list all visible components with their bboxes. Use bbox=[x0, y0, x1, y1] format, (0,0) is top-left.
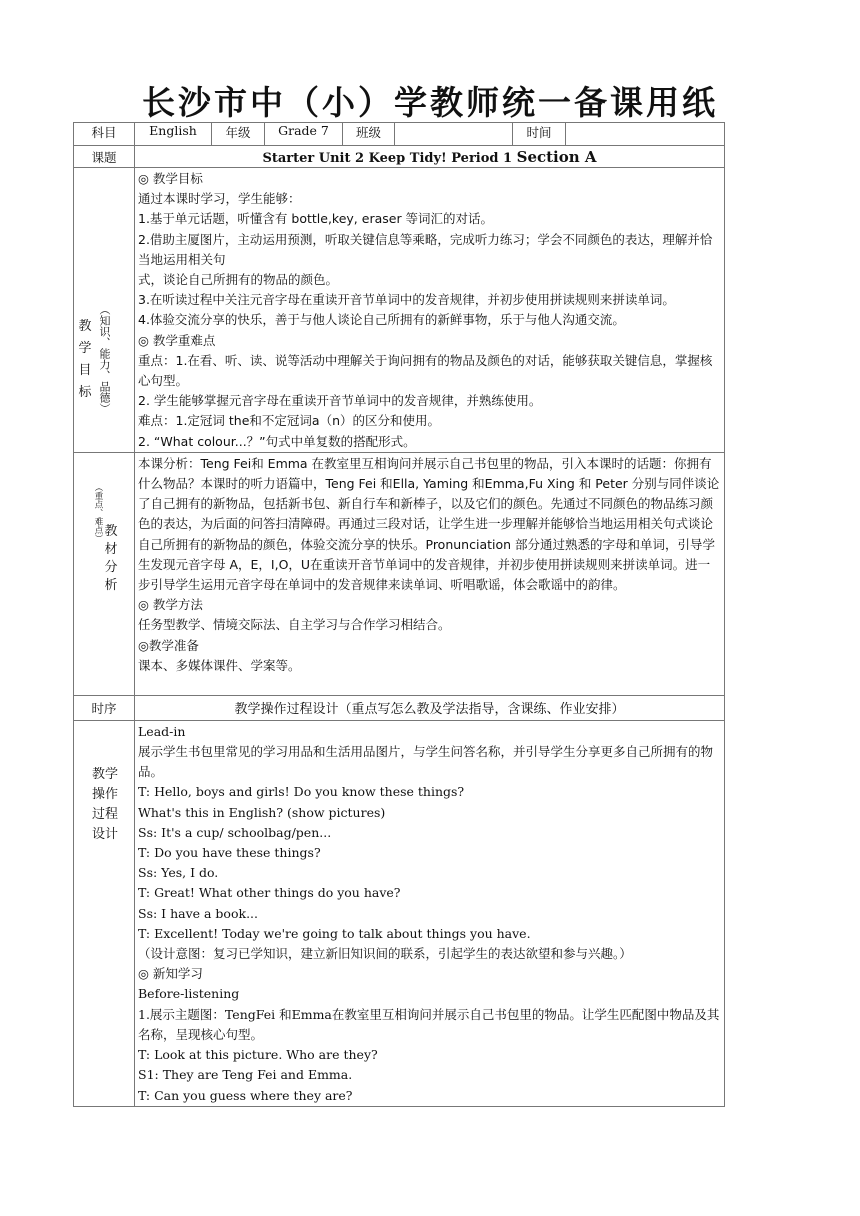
grade-value: Grade 7 bbox=[265, 123, 343, 146]
process-line: ◎ 新知学习 bbox=[138, 966, 203, 982]
objectives-line: ◎ 教学重难点 bbox=[138, 332, 216, 348]
process-line: Before-listening bbox=[138, 986, 240, 1002]
class-value bbox=[395, 123, 513, 146]
time-value bbox=[566, 123, 725, 146]
objectives-line: 式，谈论自己所拥有的物品的颜色。 bbox=[138, 272, 339, 288]
analysis-label-cell bbox=[74, 452, 135, 695]
analysis-line: ◎教学准备 bbox=[138, 637, 199, 653]
process-label-cell bbox=[74, 720, 135, 1106]
time-label: 时间 bbox=[513, 123, 566, 146]
process-line: 1.展示主题图：TengFei 和Emma在教室里互相询问并展示自己书包里的物品。让学生匹配图中物品及其名称，呈现核心句型。 bbox=[138, 1006, 720, 1042]
process-line: （设计意图：复习已学知识，建立新旧知识间的联系，引起学生的表达欲望和参与兴趣。） bbox=[138, 946, 632, 962]
objectives-content bbox=[135, 168, 725, 453]
topic-row bbox=[74, 146, 725, 168]
analysis-sublabel: （重点、难点） bbox=[93, 482, 103, 543]
process-row bbox=[74, 720, 725, 1106]
objectives-line: 重点：1.在看、听、读、说等活动中理解关于询问拥有的物品及颜色的对话，能够获取关键信息，掌握核心句型。 bbox=[138, 352, 713, 389]
topic-label: 课题 bbox=[74, 146, 135, 168]
process-content bbox=[135, 720, 725, 1106]
topic-text: Starter Unit 2 Keep Tidy! Period 1 bbox=[262, 150, 517, 166]
process-line: T: Look at this picture. Who are they? bbox=[138, 1047, 378, 1063]
objectives-line: 3.在听读过程中关注元音字母在重读开音节单词中的发音规律，并初步使用拼读规则来拼读单词。 bbox=[138, 292, 675, 308]
subject-label: 科目 bbox=[74, 123, 135, 146]
objectives-sublabel: （知识、能力、品德） bbox=[98, 304, 111, 414]
objectives-label: 教学目标 bbox=[78, 319, 92, 400]
process-line: T: Great! What other things do you have? bbox=[138, 885, 401, 901]
header-row bbox=[74, 123, 725, 146]
objectives-line: 2.借助主厦图片，主动运用预测，听取关键信息等乘略，完成听力练习；学会不同颜色的表达，理解并恰当地运用相关句 bbox=[138, 231, 713, 267]
analysis-content bbox=[135, 452, 725, 695]
process-line: Ss: It's a cup/ schoolbag/pen... bbox=[138, 824, 332, 840]
analysis-line: ◎ 教学方法 bbox=[138, 597, 203, 613]
sequence-row bbox=[74, 695, 725, 720]
objectives-line: 2. 学生能够掌握元音字母在重读开音节单词中的发音规律，并熟练使用。 bbox=[138, 393, 542, 409]
objectives-line: 2. “What colour...？”句式中单复数的搭配形式。 bbox=[138, 433, 416, 449]
grade-label: 年级 bbox=[212, 123, 265, 146]
subject-value: English bbox=[135, 123, 212, 146]
analysis-label: 教材分析 bbox=[104, 523, 118, 593]
objectives-line: ◎ 教学目标 bbox=[138, 171, 203, 186]
analysis-paragraph: 本课分析：Teng Fei和 Emma 在教室里互相询问并展示自己书包里的物品，引入本课时的话题：你拥有什么物品？本课时的听力语篇中，Teng Fei 和Ella, Yaming 和Emma,Fu Xing 和 Peter 分别与同伴谈论了自己拥有的新物品，包括新书包、新自行车和新棒子，以及它们的颜色。先通过不同颜色的物品练习颜色的表达，为后面的问答扫清障碍。再通过三段对话，让学生进一步理解并能够恰当地运用相关句式谈论自己所拥有的新物品的颜色，体验交流分享的快乐。Pronunciation 部分通过熟悉的字母和单词，引导学生发现元音字母 A，E，I,O，U在重读开音节单词中的发音规律，并初步使用拼读规则来拼读单词。进一步引导学生运用元音字母在单词中的发音规律来读单词、听唱歌谣，体会歌谣中的韵律。 bbox=[138, 455, 720, 593]
objectives-line: 难点：1.定冠词 the和不定冠词a（n）的区分和使用。 bbox=[138, 413, 440, 429]
objectives-line: 4.体验交流分享的快乐，善于与他人谈论自己所拥有的新鲜事物，乐于与他人沟通交流。 bbox=[138, 312, 625, 328]
analysis-line: 任务型教学、情境交际法、自主学习与合作学习相结合。 bbox=[138, 617, 451, 633]
page-title: 长沙市中（小）学教师统一备课用纸 bbox=[142, 83, 718, 122]
objectives-row bbox=[74, 168, 725, 453]
sequence-text: 教学操作过程设计（重点写怎么教及学法指导，含课练、作业安排） bbox=[135, 695, 725, 720]
lesson-plan-table bbox=[73, 122, 725, 1107]
process-line: Lead-in bbox=[138, 723, 186, 739]
process-line: 展示学生书包里常见的学习用品和生活用品图片，与学生问答名称，并引导学生分享更多自己所拥有的物品。 bbox=[138, 744, 714, 780]
process-line: Ss: I have a book... bbox=[138, 905, 258, 921]
analysis-row bbox=[74, 452, 725, 695]
process-label: 教学操作过程设计 bbox=[91, 766, 118, 842]
topic-section: Section A bbox=[516, 147, 597, 166]
objectives-label-cell bbox=[74, 168, 135, 453]
process-line: What's this in English? (show pictures) bbox=[138, 804, 386, 820]
topic-cell bbox=[135, 146, 725, 168]
process-line: T: Hello, boys and girls! Do you know these things? bbox=[138, 784, 465, 800]
analysis-line: 课本、多媒体课件、学案等。 bbox=[138, 657, 301, 673]
objectives-line: 1.基于单元话题，听懂含有 bottle,key, eraser 等词汇的对话。 bbox=[138, 211, 494, 227]
objectives-line: 通过本课时学习，学生能够： bbox=[138, 191, 301, 207]
process-line: S1: They are Teng Fei and Emma. bbox=[138, 1067, 353, 1083]
process-line: T: Excellent! Today we're going to talk about things you have. bbox=[138, 925, 531, 941]
process-line: T: Do you have these things? bbox=[138, 845, 321, 861]
process-line: T: Can you guess where they are? bbox=[138, 1087, 353, 1103]
class-label: 班级 bbox=[343, 123, 395, 146]
process-line: Ss: Yes, I do. bbox=[138, 865, 219, 881]
sequence-label: 时序 bbox=[74, 695, 135, 720]
